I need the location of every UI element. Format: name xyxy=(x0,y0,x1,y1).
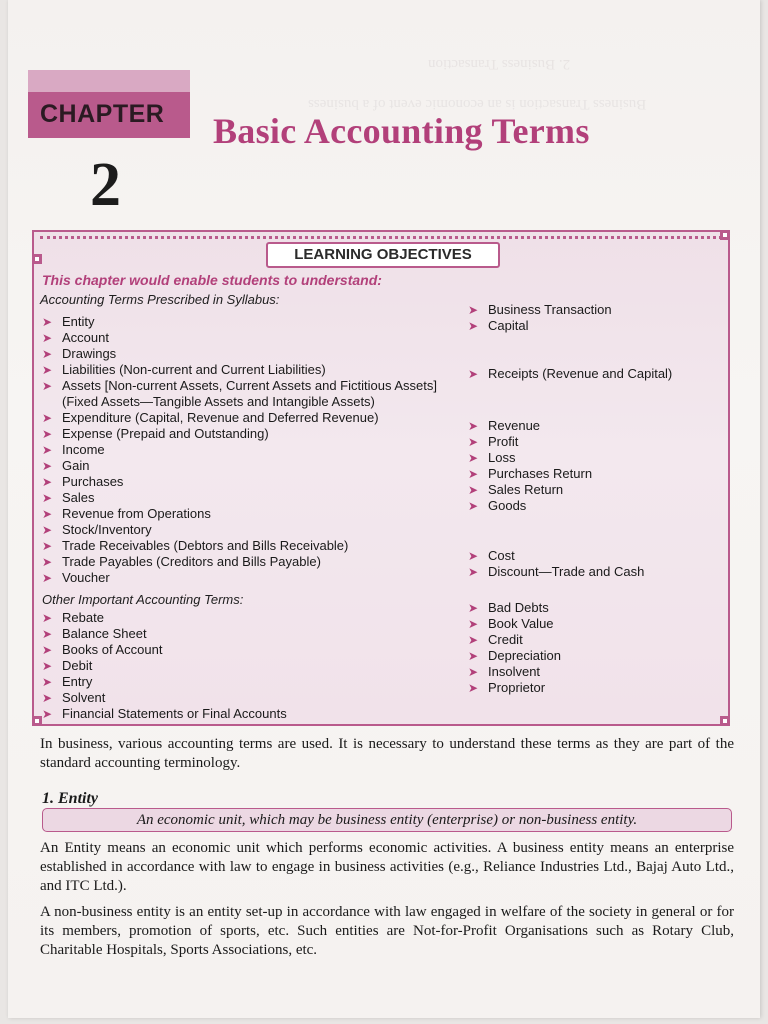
arrow-bullet-icon: ➤ xyxy=(468,681,479,695)
list-item: ➤ Purchases xyxy=(42,474,124,489)
syllabus-terms-right-list-1 xyxy=(466,302,612,334)
list-item: ➤ Stock/Inventory xyxy=(42,522,152,537)
list-item: ➤ Financial Statements or Final Accounts xyxy=(42,706,287,721)
chapter-band-light xyxy=(28,70,190,92)
arrow-bullet-icon: ➤ xyxy=(42,459,53,473)
arrow-bullet-icon: ➤ xyxy=(42,507,53,521)
list-item: ➤ Account xyxy=(42,330,109,345)
arrow-bullet-icon: ➤ xyxy=(42,611,53,625)
arrow-bullet-icon: ➤ xyxy=(468,419,479,433)
arrow-bullet-icon: ➤ xyxy=(468,483,479,497)
arrow-bullet-icon: ➤ xyxy=(42,475,53,489)
textbook-page xyxy=(8,0,760,1018)
list-item: ➤ Loss xyxy=(468,450,516,465)
arrow-bullet-icon: ➤ xyxy=(468,367,479,381)
list-item: ➤ Bad Debts xyxy=(468,600,549,615)
list-item: ➤ Expenditure (Capital, Revenue and Deferred Revenue) xyxy=(42,410,379,425)
arrow-bullet-icon: ➤ xyxy=(468,665,479,679)
arrow-bullet-icon: ➤ xyxy=(42,627,53,641)
list-item: ➤ Profit xyxy=(468,434,519,449)
list-item: ➤ Sales xyxy=(42,490,95,505)
arrow-bullet-icon: ➤ xyxy=(42,411,53,425)
arrow-bullet-icon: ➤ xyxy=(42,691,53,705)
list-item: ➤ Purchases Return xyxy=(468,466,593,481)
corner-ornament xyxy=(720,230,730,240)
arrow-bullet-icon: ➤ xyxy=(42,379,53,393)
arrow-bullet-icon: ➤ xyxy=(42,675,53,689)
arrow-bullet-icon: ➤ xyxy=(468,601,479,615)
intro-paragraph: In business, various accounting terms are used. It is necessary to understand these terms as they are part of the standard accounting terminology. xyxy=(40,736,734,771)
arrow-bullet-icon: ➤ xyxy=(468,499,479,513)
list-item: ➤ Cost xyxy=(468,548,515,563)
list-item: ➤ Debit xyxy=(42,658,93,673)
list-item: ➤ Expense (Prepaid and Outstanding) xyxy=(42,426,269,441)
list-item: ➤ Trade Payables (Creditors and Bills Payable) xyxy=(42,554,321,569)
syllabus-terms-right-list-3 xyxy=(466,418,592,514)
list-item: ➤ Voucher xyxy=(42,570,110,585)
chapter-label: CHAPTER xyxy=(40,100,165,128)
syllabus-terms-heading: Accounting Terms Prescribed in Syllabus: xyxy=(40,292,280,307)
arrow-bullet-icon: ➤ xyxy=(42,571,53,585)
list-item: ➤ Credit xyxy=(468,632,523,647)
entity-paragraph-1: An Entity means an economic unit which performs economic activities. A business entity means an enterprise established in accordance with law to engage in business activities (e.g., Reliance Industries Ltd., Bajaj Auto Ltd., and ITC Ltd.). xyxy=(40,840,734,894)
arrow-bullet-icon: ➤ xyxy=(42,491,53,505)
bleed-through-text: 2. Business Transaction xyxy=(428,56,571,72)
list-item: ➤ Entity xyxy=(42,314,95,329)
list-item: ➤ Discount—Trade and Cash xyxy=(468,564,645,579)
arrow-bullet-icon: ➤ xyxy=(42,707,53,721)
list-item: ➤ Balance Sheet xyxy=(42,626,147,641)
arrow-bullet-icon: ➤ xyxy=(468,303,479,317)
list-item: ➤ Capital xyxy=(468,318,529,333)
arrow-bullet-icon: ➤ xyxy=(42,659,53,673)
learning-objectives-intro: This chapter would enable students to understand: xyxy=(42,272,382,288)
list-item: ➤ Depreciation xyxy=(468,648,561,663)
list-item: ➤ Books of Account xyxy=(42,642,163,657)
other-terms-left-list xyxy=(40,610,287,722)
bleed-through-text: Business Transaction is an economic event of a business xyxy=(308,96,647,112)
arrow-bullet-icon: ➤ xyxy=(42,315,53,329)
list-item: ➤ Trade Receivables (Debtors and Bills Receivable) xyxy=(42,538,349,553)
list-item: ➤ Business Transaction xyxy=(468,302,612,317)
list-item: ➤ Revenue from Operations xyxy=(42,506,211,521)
list-item: ➤ Rebate xyxy=(42,610,104,625)
list-item: ➤ Drawings xyxy=(42,346,117,361)
list-item: ➤ Gain xyxy=(42,458,90,473)
arrow-bullet-icon: ➤ xyxy=(42,347,53,361)
learning-objectives-header: LEARNING OBJECTIVES xyxy=(266,242,500,268)
definition-box: An economic unit, which may be business entity (enterprise) or non-business entity. xyxy=(42,808,732,832)
arrow-bullet-icon: ➤ xyxy=(42,523,53,537)
list-item: ➤ Assets [Non-current Assets, Current Assets and Fictitious Assets] xyxy=(42,378,437,393)
learning-objectives-box xyxy=(32,230,730,726)
list-item: ➤ Proprietor xyxy=(468,680,546,695)
other-terms-right-list xyxy=(466,600,561,696)
arrow-bullet-icon: ➤ xyxy=(468,649,479,663)
arrow-bullet-icon: ➤ xyxy=(468,319,479,333)
corner-ornament xyxy=(32,254,42,264)
list-item: ➤ Book Value xyxy=(468,616,554,631)
syllabus-terms-right-list-4 xyxy=(466,548,644,580)
list-item: ➤ Receipts (Revenue and Capital) xyxy=(468,366,673,381)
arrow-bullet-icon: ➤ xyxy=(468,435,479,449)
arrow-bullet-icon: ➤ xyxy=(42,363,53,377)
chapter-title: Basic Accounting Terms xyxy=(213,111,590,151)
list-item: ➤ Liabilities (Non-current and Current Liabilities) xyxy=(42,362,326,377)
arrow-bullet-icon: ➤ xyxy=(42,427,53,441)
corner-ornament xyxy=(720,716,730,726)
arrow-bullet-icon: ➤ xyxy=(42,443,53,457)
arrow-bullet-icon: ➤ xyxy=(468,633,479,647)
list-item: ➤ Revenue xyxy=(468,418,541,433)
arrow-bullet-icon: ➤ xyxy=(468,467,479,481)
arrow-bullet-icon: ➤ xyxy=(42,331,53,345)
list-item: ➤ Income xyxy=(42,442,105,457)
chapter-block xyxy=(28,70,190,230)
other-terms-heading: Other Important Accounting Terms: xyxy=(42,592,244,607)
chapter-number: 2 xyxy=(90,151,121,219)
list-item: ➤ Sales Return xyxy=(468,482,564,497)
arrow-bullet-icon: ➤ xyxy=(42,555,53,569)
list-item: ➤ Entry xyxy=(42,674,93,689)
arrow-bullet-icon: ➤ xyxy=(468,451,479,465)
syllabus-terms-right-list-2 xyxy=(466,366,672,382)
arrow-bullet-icon: ➤ xyxy=(468,617,479,631)
section-title-entity: 1. Entity xyxy=(42,790,99,807)
list-item-continuation: (Fixed Assets—Tangible Assets and Intangible Assets) xyxy=(62,394,375,409)
entity-paragraph-2: A non-business entity is an entity set-up in accordance with law engaged in welfare of the society in general or for its members, promotion of sports, etc. Such entities are Not-for-Profit Organisations such as Rotary Club, Charitable Hospitals, Sports Associations, etc. xyxy=(40,904,734,958)
list-item: ➤ Goods xyxy=(468,498,527,513)
syllabus-terms-left-list xyxy=(40,314,437,586)
arrow-bullet-icon: ➤ xyxy=(468,549,479,563)
list-item: ➤ Solvent xyxy=(42,690,106,705)
arrow-bullet-icon: ➤ xyxy=(42,643,53,657)
list-item: ➤ Insolvent xyxy=(468,664,541,679)
arrow-bullet-icon: ➤ xyxy=(42,539,53,553)
arrow-bullet-icon: ➤ xyxy=(468,565,479,579)
